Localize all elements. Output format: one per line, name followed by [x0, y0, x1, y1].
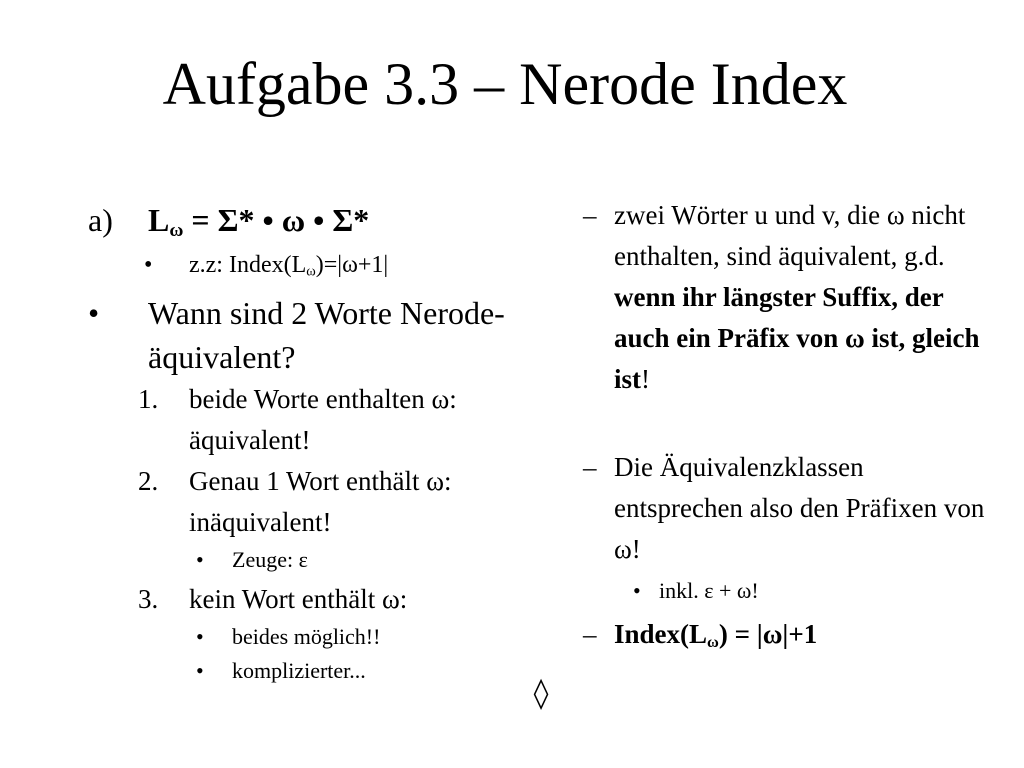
left-column: [86, 195, 516, 688]
language-definition: [148, 195, 369, 245]
zz-post: )=|ω+1|: [315, 252, 389, 278]
question-item: [86, 291, 516, 379]
index-subscript: ω: [707, 633, 719, 652]
case-number-2: 2.: [138, 466, 159, 496]
dash-2: –: [583, 452, 597, 482]
language-subscript: ω: [169, 219, 184, 241]
inkl-bullet: •: [633, 578, 641, 603]
item-a-marker: a): [88, 202, 113, 238]
equivalence-end: !: [641, 364, 650, 394]
equivalence-condition-item: [583, 195, 1003, 441]
equivalence-bold: wenn ihr längster Suffix, der auch ein Präfix von ω ist, gleich ist: [614, 282, 980, 394]
dash-3: –: [583, 619, 597, 649]
beides-bullet: •: [196, 624, 204, 649]
question-bullet: •: [88, 295, 100, 331]
case-text-1: beide Worte enthalten ω: äquivalent!: [189, 384, 457, 455]
case-item-3: [86, 579, 516, 620]
case-text-3: kein Wort enthält ω:: [189, 584, 408, 614]
zeuge-text: Zeuge: ε: [232, 547, 308, 572]
zz-text: [189, 245, 388, 285]
inkl-item: [583, 574, 1003, 608]
zeuge-item: [86, 543, 516, 577]
case-text-2: Genau 1 Wort enthält ω: inäquivalent!: [189, 466, 452, 537]
kompliziert-bullet: •: [196, 658, 204, 683]
kompliziert-item: [86, 654, 516, 688]
end-diamond-symbol: ◊: [533, 676, 549, 711]
language-L: L: [148, 202, 170, 238]
zeuge-bullet: •: [196, 547, 204, 572]
classes-item: [583, 447, 1003, 570]
index-pre: Index(L: [614, 619, 708, 649]
index-post: ) = |ω|+1: [718, 619, 818, 649]
zz-item: [86, 245, 516, 285]
classes-text: Die Äquivalenzklassen entsprechen also den Präfixen von ω!: [614, 452, 985, 564]
dash-1: –: [583, 200, 597, 230]
zz-subscript: ω: [306, 263, 316, 280]
zz-pre: z.z: Index(L: [189, 252, 307, 278]
inkl-text: inkl. ε + ω!: [659, 578, 759, 603]
question-text: Wann sind 2 Worte Nerode-äquivalent?: [148, 295, 505, 375]
index-result-item: [583, 614, 1003, 655]
beides-item: [86, 620, 516, 654]
case-item-1: [86, 379, 516, 461]
index-result-text: [614, 614, 989, 655]
case-item-2: [86, 461, 516, 543]
equivalence-condition-text: [614, 195, 989, 400]
beides-text: beides möglich!!: [232, 624, 381, 649]
kompliziert-text: komplizierter...: [232, 658, 366, 683]
index-result-formula: [614, 619, 818, 652]
equivalence-plain: zwei Wörter u und v, die ω nicht enthalten, sind äquivalent, g.d.: [614, 200, 966, 271]
right-column: [583, 195, 1003, 655]
language-expression: = Σ* • ω • Σ*: [183, 202, 370, 238]
case-number-1: 1.: [138, 384, 159, 414]
slide-title: Aufgabe 3.3 – Nerode Index: [162, 51, 848, 117]
item-a: [86, 195, 516, 245]
zz-bullet: •: [144, 252, 153, 278]
case-number-3: 3.: [138, 584, 159, 614]
